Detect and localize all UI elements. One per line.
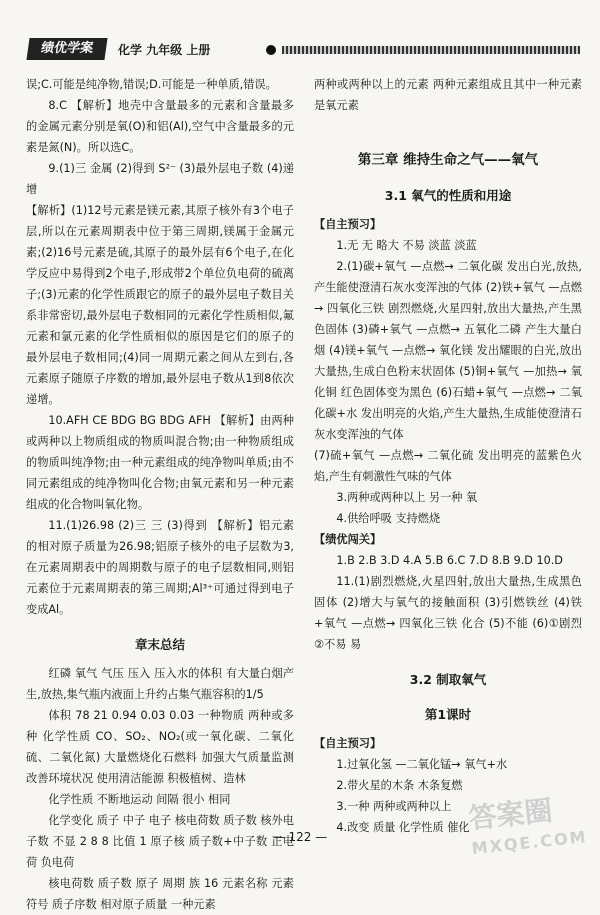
answer-para: 【解析】(1)12号元素是镁元素,其原子核外有3个电子层,所以在元素周期表中位于第三周期,镁属于金属元素;(2)16号元素是硫,其原子的最外层有6个电子,在化学反应中易得到2个电子,形成带2个单位负电荷的硫离子;(3)元素的化学性质跟它的原子的最外层电子数目关系非常密切,最外层电子数相同的元素化学性质相似,氟元素和氯元素的化学性质相似的原因是它们的原子的最外层电子数相同;(4)同一周期元素之间从左到右,各元素原子随原子序数的增加,最外层电子数从1到8依次递增。 (26, 204, 294, 406)
lesson-title: 第1课时 (424, 707, 472, 722)
answer-para: 3.两种或两种以上 另一种 氧 (336, 491, 478, 504)
book-subject: 化学 九年级 上册 (118, 43, 211, 57)
answer-para: (7)硫+氧气 —点燃→ 二氧化硫 发出明亮的蓝紫色火焰,产生有刺激性气味的气体 (314, 449, 582, 483)
answer-para: 1.无 无 略大 不易 淡蓝 淡蓝 (336, 239, 477, 252)
header-rule (282, 46, 580, 54)
bullet-icon (266, 45, 276, 55)
page-number: — 122 — (272, 830, 328, 844)
answer-para: 11.(1)26.98 (2)三 三 (3)得到 【解析】铝元素的相对原子质量为26.98;铝原子核外的电子层数为3,在元素周期表中的周期数与原子的电子层数相同,则铝元素位于元素周期表的第三周期;Al³⁺可通过得到电子变成Al。 (26, 519, 294, 616)
answer-para: 1.B 2.B 3.D 4.A 5.B 6.C 7.D 8.B 9.D 10.D (336, 554, 563, 567)
answer-para: 10.AFH CE BDG BG BDG AFH 【解析】由两种或两种以上物质组成的物质叫混合物;由一种物质组成的物质叫纯净物;由一种元素组成的纯净物叫单质;由不同元素组成的纯净物叫化合物;由氧元素和另一种元素组成的化合物叫氧化物。 (26, 414, 294, 511)
answer-para: 误;C.可能是纯净物,错误;D.可能是一种单质,错误。 (26, 78, 277, 91)
page-header (20, 38, 580, 64)
answer-para: 2.带火星的木条 木条复燃 (336, 779, 463, 792)
summary-para: 化学性质 不断地运动 间隔 很小 相同 (48, 793, 231, 806)
watermark-url: MXQE.COM (470, 827, 589, 859)
summary-para: 核电荷数 质子数 原子 周期 族 16 元素名称 元素符号 质子序数 相对原子质量 一种元素 (26, 877, 294, 911)
section-title: 3.2 制取氧气 (409, 672, 487, 687)
answer-para: 2.(1)碳+氧气 —点燃→ 二氧化碳 发出白光,放热,产生能使澄清石灰水变浑浊的气体 (2)铁+氧气 —点燃→ 四氧化三铁 剧烈燃烧,火星四射,放出大量热,产生黑色固体 (3)磷+氧气 —点燃→ 五氧化二磷 产生大量白烟 (4)镁+氧气 —点燃→ 氧化镁 发出耀眼的白光,放出大量热,生成白色粉末状固体 (5)铜+氧气 —加热→ 氧化铜 红色固体变为黑色 (6)石蜡+氧气 —点燃→ 二氧化碳+水 发出明亮的火焰,产生大量热,生成能使澄清石灰水变浑浊的气体 (314, 260, 582, 441)
summary-title: 章末总结 (134, 637, 185, 652)
section-label: 【自主预习】 (314, 218, 382, 231)
chapter-title: 第三章 维持生命之气——氧气 (357, 152, 539, 168)
answer-para: 3.一种 两种或两种以上 (336, 800, 452, 813)
summary-para: 红磷 氧气 气压 压入 压入水的体积 有大量白烟产生,放热,集气瓶内液面上升约占集气瓶容积的1/5 (26, 667, 294, 701)
summary-para: 体积 78 21 0.94 0.03 0.03 一种物质 两种或多种 化学性质 CO、SO₂、NO₂(或一氧化碳、二氧化硫、二氧化氮) 大量燃烧化石燃料 加强大气质量监测 改善环境状况 使用清洁能源 积极植树、造林 (26, 709, 294, 785)
section-label: 【绩优闯关】 (314, 533, 382, 546)
answer-para: 9.(1)三 金属 (2)得到 S²⁻ (3)最外层电子数 (4)递增 (26, 162, 294, 196)
watermark-text: 答案圈 (466, 793, 554, 836)
watermark (467, 792, 593, 864)
brand-logo: 绩优学案 (26, 38, 107, 60)
summary-para: 化学变化 质子 中子 电子 核电荷数 质子数 核外电子数 不显 2 8 8 比值 1 原子核 质子数+中子数 正电荷 负电荷 (26, 814, 294, 869)
answer-para: 两种或两种以上的元素 两种元素组成且其中一种元素是氧元素 (314, 78, 582, 112)
answer-para: 4.供给呼吸 支持燃烧 (336, 512, 441, 525)
section-title: 3.1 氧气的性质和用途 (384, 188, 512, 203)
answer-para: 4.改变 质量 化学性质 催化 (336, 821, 470, 834)
section-label: 【自主预习】 (314, 737, 382, 750)
right-column (314, 74, 582, 838)
answer-para: 11.(1)剧烈燃烧,火星四射,放出大量热,生成黑色固体 (2)增大与氧气的接触面积 (3)引燃铁丝 (4)铁+氧气 —点燃→ 四氧化三铁 化合 (5)不能 (6)①剧烈 ②不易 易 (314, 575, 582, 651)
left-column (26, 74, 294, 915)
answer-para: 8.C 【解析】地壳中含量最多的元素和含量最多的金属元素分别是氧(O)和铝(Al),空气中含量最多的元素是氮(N)。所以选C。 (26, 99, 294, 154)
answer-para: 1.过氧化氢 —二氧化锰→ 氧气+水 (336, 758, 508, 771)
